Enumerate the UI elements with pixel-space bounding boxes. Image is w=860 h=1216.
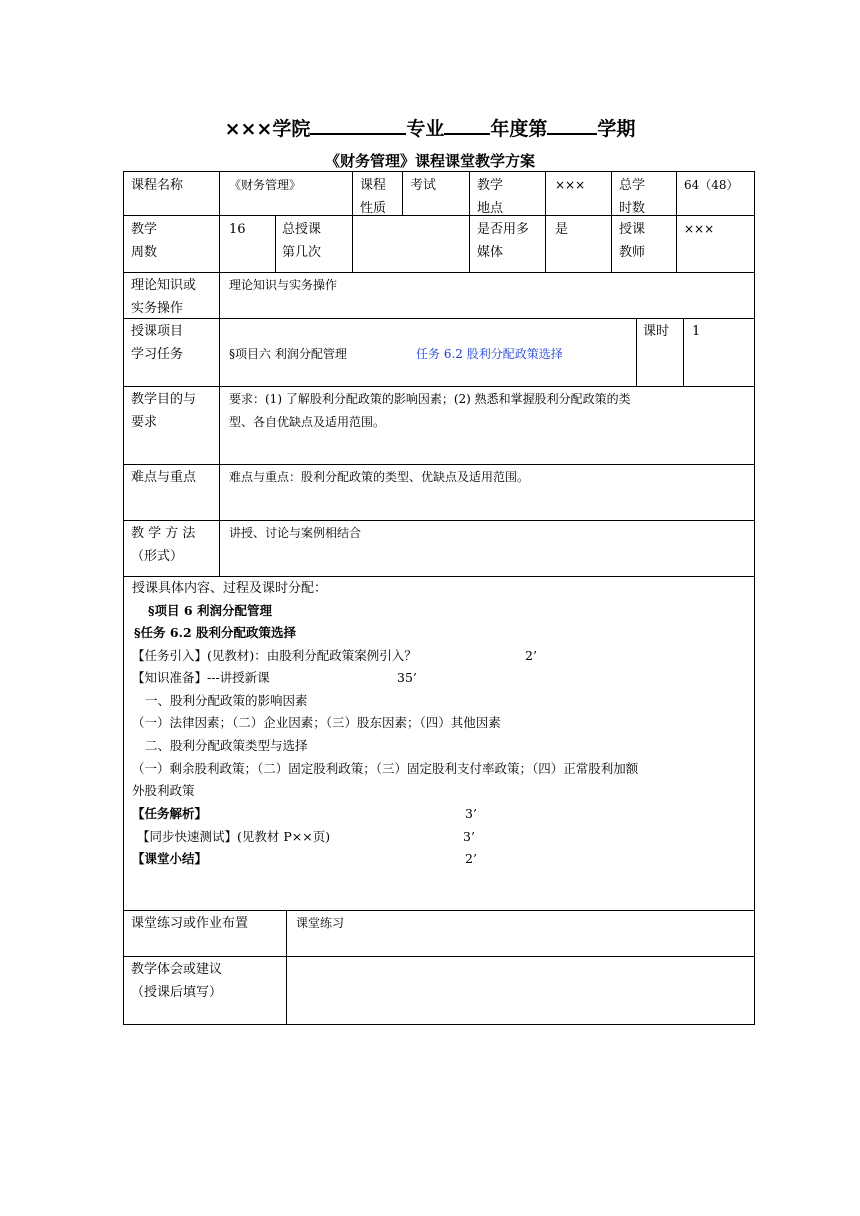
location-label: 教学 地点	[477, 178, 504, 216]
course-nature-value: 考试	[410, 178, 437, 193]
blank-semester	[547, 115, 597, 135]
row-divider	[123, 386, 755, 387]
table-border-bottom	[123, 1024, 755, 1025]
blank-year	[444, 115, 490, 135]
method-value: 讲授、讨论与案例相结合	[229, 526, 362, 540]
content-test-time: 3’	[463, 829, 475, 844]
document-subtitle: 《财务管理》课程课堂教学方案	[324, 152, 535, 170]
hours-value: 1	[692, 324, 701, 339]
blank-major	[310, 115, 406, 135]
row-divider	[123, 215, 755, 216]
table-border-right	[754, 171, 755, 1025]
content-section-1: 一、股利分配政策的影响因素	[145, 693, 308, 708]
reflection-label: 教学体会或建议 （授课后填写）	[131, 962, 223, 1000]
difficulties-label: 难点与重点	[131, 470, 197, 485]
difficulties-value: 难点与重点：股利分配政策的类型、优缺点及适用范围。	[229, 470, 530, 484]
multimedia-label: 是否用多 媒体	[477, 222, 530, 260]
content-section-2-detail-2: 外股利政策	[132, 783, 195, 798]
content-analysis: 【任务解析】	[132, 806, 208, 821]
course-nature-label: 课程 性质	[360, 178, 387, 216]
col-divider	[469, 171, 470, 272]
content-test: 【同步快速测试】(见教材 P××页)	[137, 829, 331, 844]
content-section-2: 二、股利分配政策类型与选择	[145, 738, 308, 753]
teacher-label: 授课 教师	[619, 222, 646, 260]
col-divider	[219, 272, 220, 576]
row-divider	[123, 520, 755, 521]
content-knowledge: 【知识准备】---讲授新课	[132, 670, 270, 685]
theory-practice-value: 理论知识与实务操作	[229, 278, 338, 292]
row-divider	[123, 318, 755, 319]
col-divider	[275, 215, 276, 272]
document-title	[0, 114, 860, 141]
row-divider	[123, 910, 755, 911]
col-divider	[611, 171, 612, 272]
year-label: 年度第	[490, 118, 548, 140]
semester-label: 学期	[597, 118, 636, 140]
project-value: §项目六 利润分配管理	[229, 347, 347, 361]
row-divider	[123, 272, 755, 273]
location-value: ×××	[555, 178, 586, 192]
major-label: 专业	[406, 118, 445, 140]
content-intro-time: 2’	[525, 648, 537, 663]
content-analysis-time: 3’	[465, 806, 477, 821]
table-border-top	[123, 171, 755, 172]
method-label: 教 学 方 法 （形式）	[131, 526, 196, 564]
weeks-value: 16	[229, 222, 246, 237]
col-divider	[352, 171, 353, 272]
objectives-label: 教学目的与 要求	[131, 392, 197, 430]
course-name-label: 课程名称	[131, 178, 184, 193]
content-knowledge-time: 35’	[397, 670, 417, 685]
content-task: §任务 6.2 股利分配政策选择	[134, 625, 296, 640]
col-divider	[545, 171, 546, 272]
task-value: 任务 6.2 股利分配政策选择	[416, 347, 563, 361]
content-intro: 【任务引入】(见教材)：由股利分配政策案例引入？	[132, 648, 417, 663]
content-section-2-detail-1: （一）剩余股利政策；（二）固定股利政策；（三）固定股利支付率政策；（四）正常股利加额	[132, 761, 639, 776]
exercise-label: 课堂练习或作业布置	[131, 916, 249, 931]
content-project: §项目 6 利润分配管理	[148, 603, 272, 618]
weeks-label: 教学 周数	[131, 222, 158, 260]
col-divider	[286, 910, 287, 1024]
content-section-1-detail: （一）法律因素；（二）企业因素；（三）股东因素；（四）其他因素	[132, 715, 501, 730]
multimedia-value: 是	[555, 222, 569, 237]
content-title: 授课具体内容、过程及课时分配：	[132, 581, 328, 596]
col-divider	[683, 318, 684, 386]
total-hours-value: 64（48）	[684, 178, 739, 192]
content-summary: 【课堂小结】	[132, 851, 208, 866]
teacher-value: ×××	[684, 222, 715, 236]
row-divider	[123, 956, 755, 957]
session-label: 总授课 第几次	[282, 222, 322, 260]
col-divider	[676, 171, 677, 272]
objectives-value: 要求：(1) 了解股利分配政策的影响因素；(2) 熟悉和掌握股利分配政策的类 型、各自优缺点及适用范围。	[229, 392, 631, 429]
theory-practice-label: 理论知识或 实务操作	[131, 278, 197, 316]
col-divider	[636, 318, 637, 386]
row-divider	[123, 464, 755, 465]
hours-label: 课时	[643, 324, 670, 339]
table-border-left	[123, 171, 124, 1025]
exercise-value: 课堂练习	[296, 916, 345, 930]
content-summary-time: 2’	[465, 851, 477, 866]
project-task-label: 授课项目 学习任务	[131, 324, 184, 362]
college-name: ×××学院	[224, 118, 311, 140]
col-divider	[219, 171, 220, 272]
col-divider	[402, 171, 403, 215]
total-hours-label: 总学 时数	[619, 178, 646, 216]
course-name-value: 《财务管理》	[229, 178, 302, 192]
row-divider	[123, 576, 755, 577]
